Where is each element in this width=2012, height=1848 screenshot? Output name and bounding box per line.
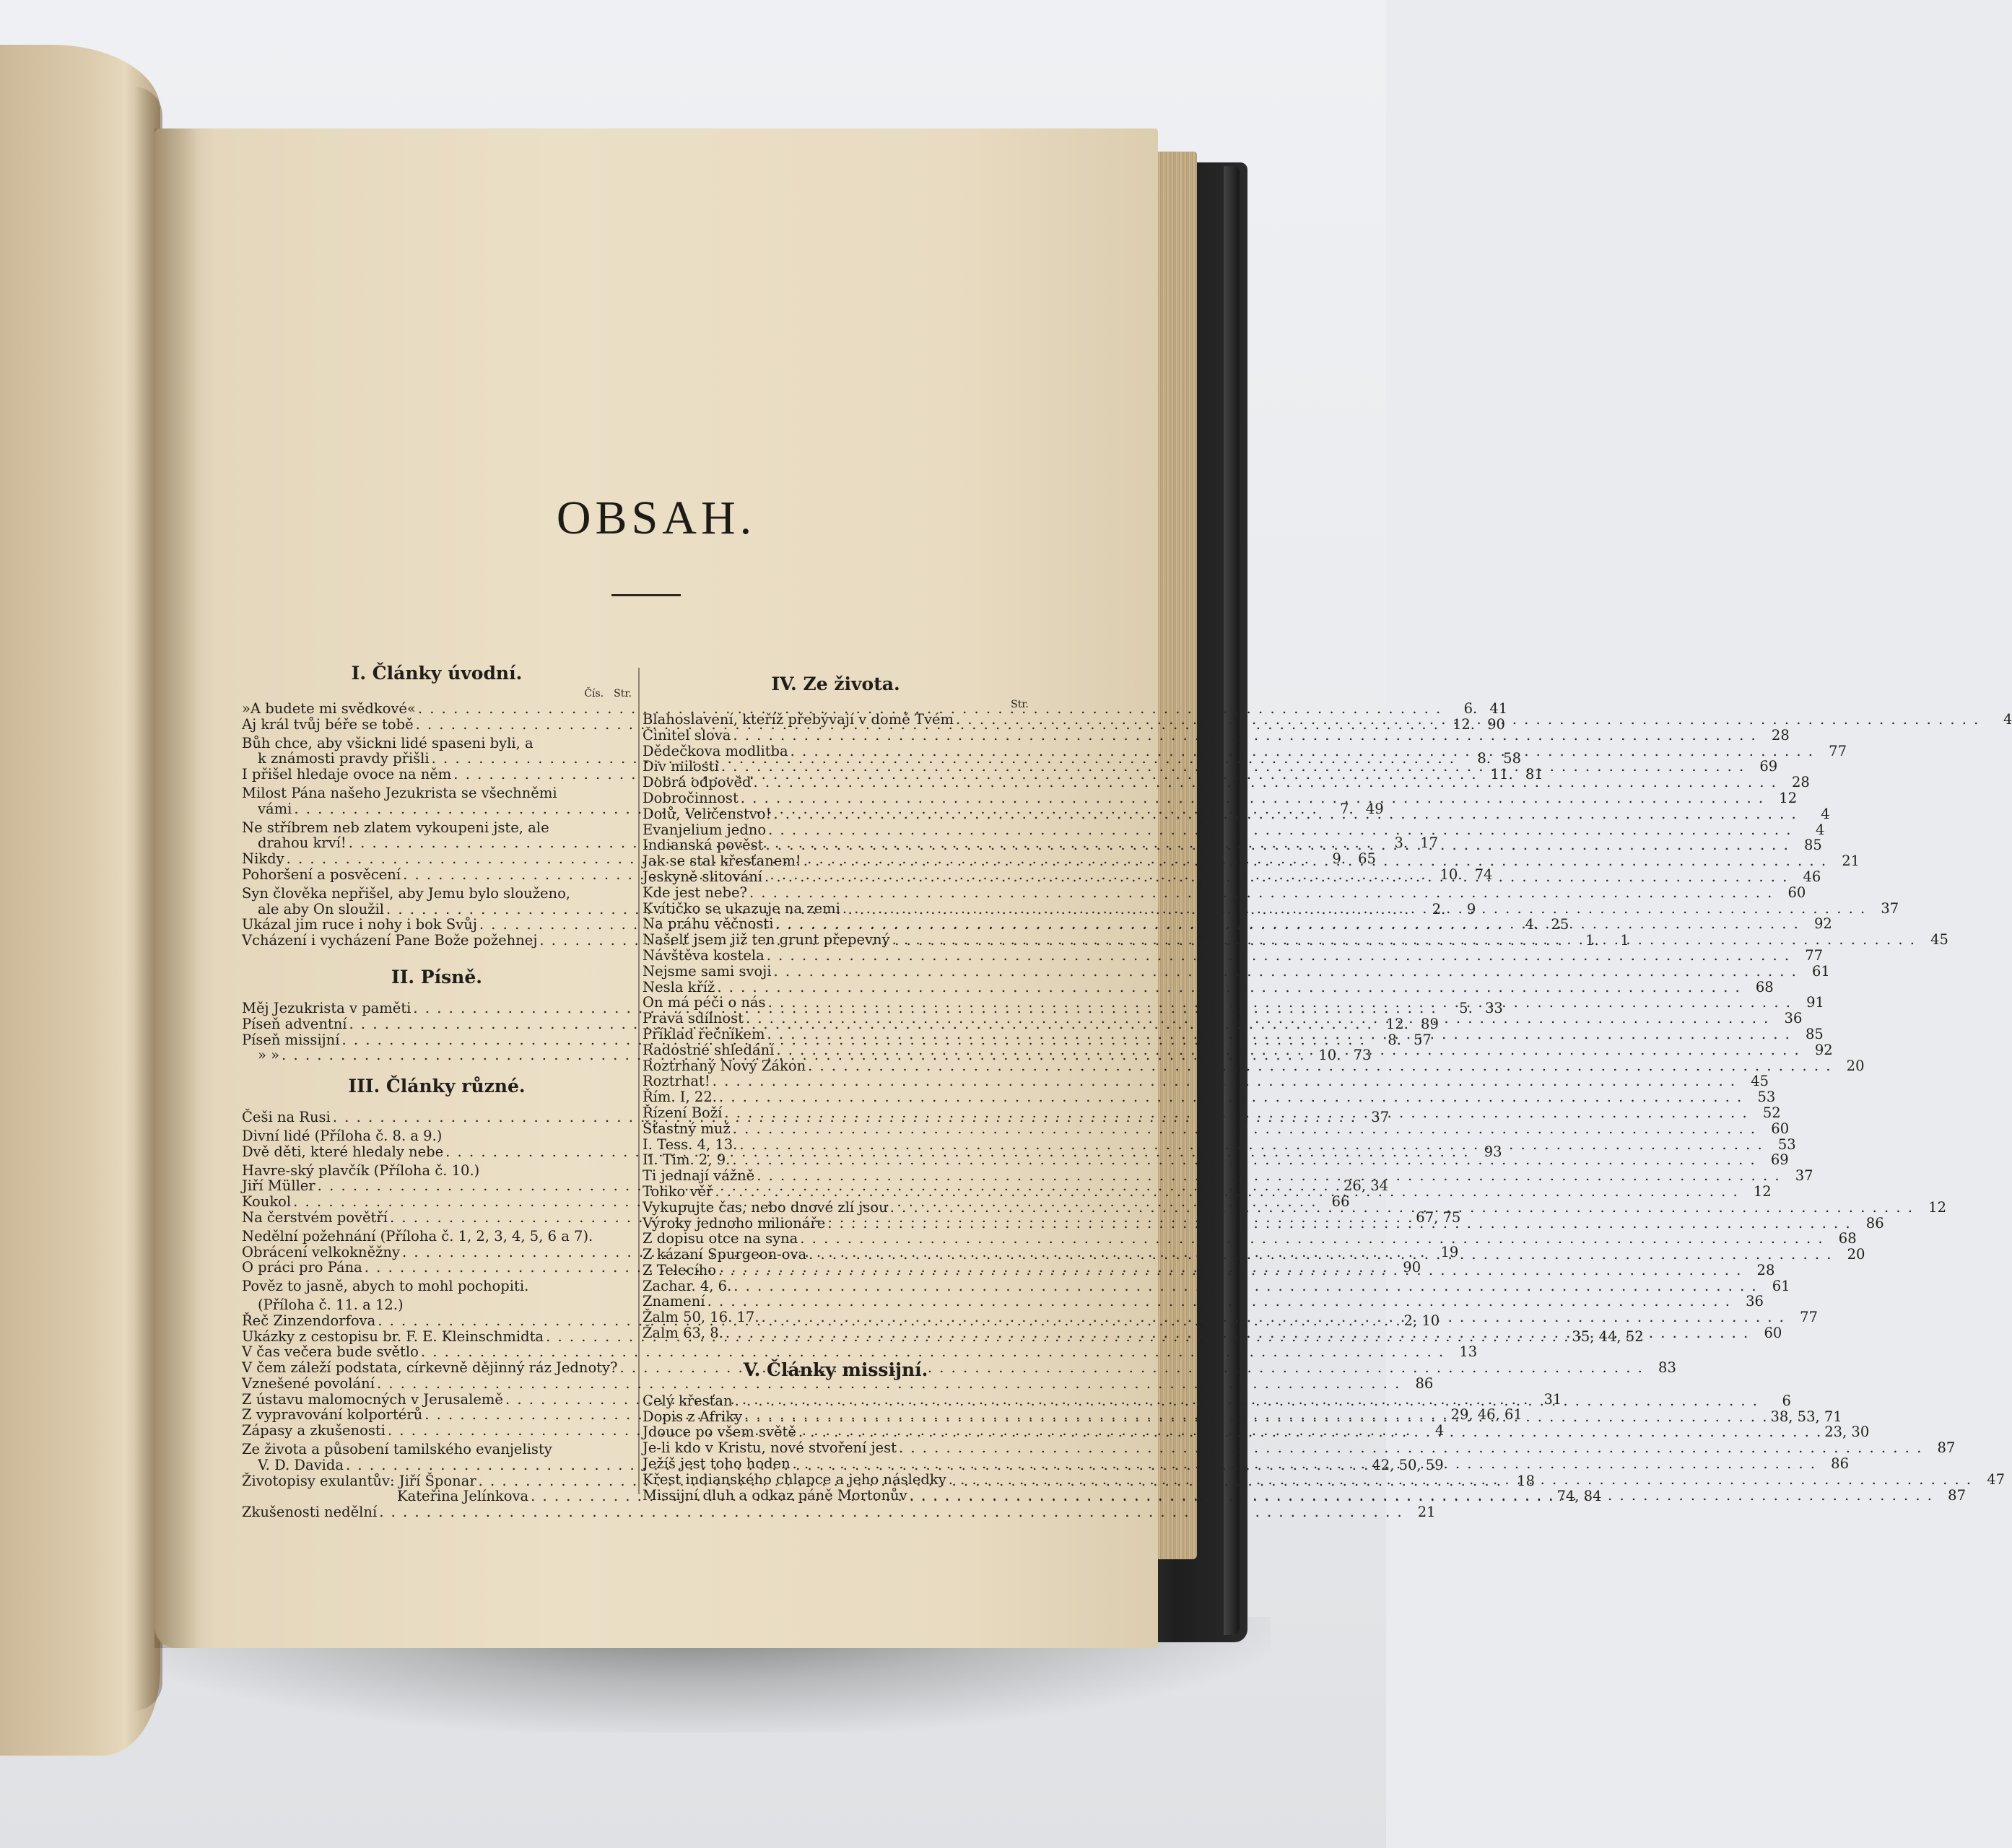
leader-dots [572, 883, 599, 898]
leader-dots [741, 790, 1764, 806]
toc-entry-page: 77 [1829, 742, 1847, 759]
toc-entry-title: Zápasy a zkušenosti [242, 1422, 386, 1439]
toc-entry-title: Řím. I, 22. [643, 1089, 717, 1106]
toc-entry-page: 4 [1816, 821, 1825, 838]
toc-entry-title: Dobročinnost [643, 789, 739, 806]
toc-entry-title: (Příloha č. 11. a 12.) [258, 1296, 404, 1313]
toc-entry-page: 74 [1474, 866, 1493, 883]
toc-entry-title: On má péči o nás [643, 994, 766, 1011]
toc-entry-page: 83 [1658, 1359, 1676, 1377]
leader-dots [809, 1243, 1832, 1262]
toc-entry-title: O práci pro Pána [242, 1259, 362, 1276]
leader-dots [531, 1276, 630, 1291]
toc-entry-page: 6 [1782, 1392, 1791, 1409]
toc-entry-page: 67, 75 [1416, 1208, 1461, 1226]
toc-entry-title: Výroky jednoho milionáře [643, 1214, 826, 1232]
toc-entry-title: Div milosti [643, 758, 719, 775]
toc-entry-title: ale aby On sloužil [258, 900, 384, 918]
leader-dots [949, 1472, 1972, 1487]
toc-entry-title: Vykupujte čas, nebo dnové zlí jsou [643, 1198, 888, 1216]
leader-dots [956, 712, 1980, 727]
toc-entry-title: Píseň adventní [242, 1015, 347, 1032]
leader-dots [744, 1406, 1768, 1424]
toc-entry-page: 60 [1771, 1120, 1790, 1137]
toc-entry [643, 946, 1824, 964]
toc-entry-title: V čem záleží podstata, církevně dějinný ráz Jednoty? [242, 1359, 618, 1377]
toc-entry-page: 90 [1487, 715, 1505, 733]
toc-entry [242, 1343, 1478, 1361]
leader-dots [768, 995, 1792, 1010]
toc-entry-title: Z ústavu malomocných v Jerusalemě [242, 1390, 503, 1408]
toc-entry [242, 1439, 632, 1457]
leader-dots [774, 964, 1798, 979]
toc-entry-title: Dědečkova modlitba [643, 742, 788, 759]
toc-entry-page: 26, 34 [1343, 1177, 1389, 1195]
toc-entry-page: 91 [1806, 994, 1824, 1011]
toc-entry [643, 726, 1790, 744]
leader-dots [776, 916, 1800, 931]
toc-entry-page: 23, 30 [1824, 1424, 1870, 1441]
leader-dots [707, 1294, 1731, 1309]
toc-entry-page: 81 [1525, 766, 1543, 783]
toc-entry-page: 35, 44, 52 [1572, 1328, 1644, 1345]
leader-dots [733, 1278, 1757, 1294]
toc-entry-page: 31 [1543, 1390, 1562, 1408]
leader-dots [890, 1200, 1914, 1215]
toc-entry-title: » » [258, 1047, 280, 1064]
leader-dots [765, 866, 1788, 884]
toc-entry-number: 1. [1585, 932, 1599, 949]
leader-dots [776, 1042, 1800, 1058]
leader-dots [595, 1226, 630, 1241]
leader-dots [808, 1058, 1832, 1073]
toc-entry-title: Indianská pověst [643, 837, 764, 854]
toc-entry-page: 28 [1756, 1261, 1775, 1278]
toc-entry-title: Životopisy exulantův: Jiří Šponar [242, 1472, 476, 1489]
toc-entry-title: Žalm 63, 8. [643, 1325, 723, 1342]
toc-entry-title: Ne stříbrem neb zlatem vykoupeni jste, ale [242, 819, 549, 836]
toc-entry-page: 89 [1421, 1015, 1439, 1032]
toc-entry-page: 86 [1415, 1374, 1434, 1392]
column-header [643, 697, 1029, 712]
toc-entry [242, 1294, 632, 1313]
toc-entry-page: 12 [1928, 1198, 1946, 1216]
leader-dots [719, 1089, 1743, 1104]
page-gutter [154, 128, 198, 1648]
toc-entry [643, 899, 1899, 917]
toc-entry-title: Našelť jsem již ten grunt přepevný [643, 931, 890, 949]
toc-entry-title: Nedělní požehnání (Příloha č. 1, 2, 3, 4, 5, 6 a 7). [242, 1227, 593, 1245]
toc-entry [643, 821, 1825, 838]
toc-entry-page: 87 [1948, 1486, 1966, 1504]
toc-entry-page: 60 [1787, 884, 1806, 901]
column-header-str: Str. [614, 688, 632, 699]
leader-dots [765, 834, 1789, 853]
leader-dots [749, 885, 1773, 900]
toc-entry-title: Nikdy [242, 850, 284, 868]
toc-entry-title: Pravá sdílnost [643, 1010, 744, 1027]
leader-dots [767, 1027, 1790, 1042]
toc-entry-number: 6. [1463, 700, 1478, 717]
toc-entry-page: 12 [1753, 1182, 1772, 1200]
column-header [242, 687, 632, 701]
toc-entry-page: 87 [1937, 1439, 1956, 1457]
toc-entry-title: Blahoslavení, kteříž přebývají v domě Tvém [643, 711, 954, 728]
leader-dots [804, 850, 1827, 868]
toc-entry [242, 733, 632, 751]
toc-entry-page: 61 [1812, 962, 1830, 980]
toc-entry [242, 1160, 632, 1179]
leader-dots [793, 1456, 1816, 1471]
toc-entry-page: 68 [1755, 978, 1774, 995]
toc-entry-title: Aj král tvůj béře se tobě [242, 715, 414, 733]
toc-entry [643, 789, 1798, 806]
toc-entry [242, 817, 632, 836]
toc-entry-title: drahou krví! [258, 834, 347, 852]
toc-entry-page: 33 [1484, 999, 1503, 1016]
toc-entry [242, 1125, 632, 1144]
leader-dots [842, 901, 1866, 916]
toc-entry-title: Kde jest nebe? [643, 884, 747, 901]
leader-dots [910, 1488, 1933, 1503]
toc-entry-title: Dolů, Veličenstvo! [643, 805, 772, 822]
toc-entry-page: 19 [1440, 1243, 1459, 1260]
toc-entry-title: Milost Pána našeho Jezukrista se všechněmi [242, 784, 557, 801]
toc-entry-number: 3. [1394, 834, 1408, 852]
toc-entry-number: 7. [1340, 800, 1354, 817]
toc-entry-title: Vcházení i vycházení Pane Bože požehnej [242, 932, 538, 949]
leader-dots [827, 1216, 1851, 1231]
toc-entry-title: Ježíš jest toho hoden [643, 1455, 791, 1473]
toc-entry-title: Je-li kdo v Kristu, nové stvoření jest [643, 1439, 897, 1457]
toc-entry-page: 92 [1814, 915, 1832, 933]
toc-entry-page: 69 [1759, 758, 1778, 775]
toc-entry-page: 53 [1757, 1089, 1776, 1106]
toc-entry [242, 1276, 632, 1294]
toc-entry [643, 1293, 1764, 1310]
toc-entry-page: 61 [1772, 1277, 1790, 1294]
toc-entry-page: 36 [1784, 1010, 1803, 1027]
toc-entry-title: I přišel hledaje ovoce na něm [242, 766, 452, 783]
section-title: II. Písně. [391, 966, 482, 988]
toc-entry [643, 1120, 1790, 1137]
leader-dots [733, 1121, 1756, 1136]
toc-entry-page: 13 [1459, 1343, 1478, 1361]
toc-entry-page: 46 [1803, 868, 1821, 885]
toc-entry-number: 10. [1318, 1047, 1341, 1064]
section-title: I. Články úvodní. [351, 663, 523, 684]
toc-entry-title: Češi na Rusi [242, 1109, 331, 1126]
toc-entry [643, 1089, 1776, 1106]
toc-entry-page: 77 [1800, 1309, 1818, 1326]
toc-entry-title: Vznešené povolání [242, 1374, 375, 1392]
toc-entry-page: 65 [1358, 850, 1376, 868]
toc-entry-page: 90 [1403, 1259, 1421, 1276]
leader-dots [733, 728, 1756, 743]
toc-entry [643, 1057, 1865, 1074]
toc-entry-page: 18 [1517, 1472, 1535, 1489]
toc-entry-title: Činitel slova [643, 726, 731, 744]
toc-entry [242, 1504, 1436, 1521]
toc-entry [643, 1277, 1790, 1294]
toc-entry-title: Missijní dluh a odkaz páně Mortonův [643, 1486, 907, 1504]
toc-entry-title: Řeč Zinzendorfova [242, 1312, 376, 1329]
toc-entry-page: 28 [1792, 774, 1810, 791]
toc-entry-title: II. Tim. 2, 9. [643, 1151, 731, 1169]
toc-entry-title: Ze života a působení tamilského evanjelisty [242, 1441, 552, 1458]
toc-entry-title: Dobrá odpověď [643, 774, 752, 791]
toc-entry-page: 25 [1551, 916, 1569, 933]
toc-entry-title: Bůh chce, aby všickni lidé spaseni byli, a [242, 734, 534, 751]
section-title: V. Články missijní. [743, 1359, 928, 1380]
toc-entry-page: 21 [1842, 853, 1860, 870]
toc-entry-page: 68 [1838, 1230, 1857, 1247]
toc-entry-title: Divní lidé (Příloha č. 8. a 9.) [242, 1127, 443, 1144]
toc-entry-title: Řízení Boží [643, 1104, 723, 1121]
title-rule [611, 594, 681, 596]
toc-entry-title: Pověz to jasně, abych to mohl pochopiti. [242, 1278, 529, 1295]
toc-entry [643, 1439, 1956, 1457]
leader-dots [773, 806, 1797, 821]
toc-entry-number: 10. [1440, 866, 1463, 883]
leader-dots [444, 1125, 630, 1141]
toc-entry-number: 12. [1385, 1015, 1408, 1032]
toc-entry-title: Žalm 50, 16. 17. [643, 1309, 759, 1326]
toc-entry-page: 69 [1770, 1151, 1789, 1169]
leader-dots [767, 948, 1790, 963]
toc-entry-page: 86 [1865, 1214, 1884, 1232]
toc-entry-page: 20 [1847, 1246, 1865, 1263]
toc-entry [242, 1374, 1434, 1392]
toc-entry-page: 17 [1420, 834, 1439, 852]
leader-dots [798, 1424, 1822, 1439]
toc-entry-title: Ukázal jim ruce i nohy i bok Svůj [242, 916, 477, 933]
toc-entry-page: 73 [1353, 1047, 1372, 1064]
toc-entry-number: 5. [1459, 999, 1473, 1016]
toc-entry [643, 884, 1806, 901]
toc-entry-title: V. D. Davida [258, 1456, 344, 1473]
toc-entry-title: Syn člověka nepřišel, aby Jemu bylo slouženo, [242, 884, 571, 902]
toc-entry-title: Koukol [242, 1193, 292, 1211]
toc-entry-page: 45 [1751, 1073, 1769, 1090]
toc-entry-title: Píseň missijní [242, 1031, 340, 1048]
toc-entry-page: 57 [1414, 1031, 1432, 1048]
toc-entry-title: Šťastný muž [643, 1120, 731, 1137]
leader-dots [559, 783, 599, 798]
leader-dots [715, 1184, 1738, 1199]
toc-entry-title: V čas večera bude světlo [242, 1343, 419, 1361]
toc-entry [242, 883, 632, 902]
toc-entry-title: Měj Jezukrista v paměti [242, 999, 411, 1016]
toc-entry-title: Z Telecího [643, 1261, 717, 1278]
toc-entry-page: 86 [1831, 1455, 1849, 1473]
toc-entry-title: Toliko věř [643, 1182, 713, 1200]
toc-entry-title: Znamení [643, 1293, 705, 1310]
toc-entry-page: 49 [1365, 800, 1384, 817]
section-title: III. Články různé. [348, 1076, 526, 1097]
column-header-cis: Čís. [584, 688, 604, 699]
leader-dots [379, 1504, 1403, 1520]
leader-dots [735, 1390, 1759, 1408]
toc-entry [643, 978, 1774, 995]
toc-entry-page: 9 [1466, 900, 1476, 918]
toc-entry-title: Příklad řečníkem [643, 1025, 765, 1042]
toc-entry-number: 11. [1490, 766, 1513, 783]
toc-entry-page: 52 [1762, 1104, 1781, 1121]
toc-entry-title: Roztrhaný Nový Zákon [643, 1057, 806, 1074]
toc-entry-number: 9. [1332, 850, 1346, 868]
toc-entry-page: 1 [1620, 932, 1629, 949]
toc-entry [242, 783, 632, 801]
toc-entry-page: 21 [1417, 1504, 1436, 1521]
leader-dots [552, 817, 599, 832]
toc-entry-page: 4 [2003, 711, 2012, 728]
toc-entry-title: vámi [258, 800, 292, 817]
toc-entry-page: 28 [1771, 726, 1790, 744]
leader-dots [754, 775, 1777, 790]
toc-entry [643, 931, 1948, 949]
toc-entry-title: Roztrhat! [643, 1073, 710, 1090]
toc-entry-number: 12. [1452, 715, 1475, 733]
leader-dots [717, 980, 1741, 995]
toc-entry-page: 93 [1484, 1143, 1502, 1160]
leader-dots [732, 1152, 1756, 1167]
toc-entry-title: Z dopisu otce na syna [643, 1230, 798, 1247]
toc-entry-page: 42, 50, 59 [1372, 1456, 1444, 1473]
leader-dots [482, 1160, 630, 1175]
toc-entry-page: 4 [1434, 1422, 1445, 1439]
toc-entry [643, 1424, 1870, 1441]
toc-entry-title: Obrácení velkokněžny [242, 1243, 400, 1260]
toc-entry-title: Zachar. 4, 6. [643, 1277, 732, 1294]
toc-entry-page: 20 [1846, 1057, 1865, 1074]
page-title: OBSAH. [556, 492, 757, 544]
leader-dots [713, 1073, 1736, 1089]
toc-entry-title: Jak se stal křesťanem! [643, 853, 801, 870]
leader-dots [800, 1231, 1824, 1246]
toc-entry-page: 47 [1987, 1470, 2006, 1488]
toc-entry [242, 1226, 632, 1245]
toc-entry-page: 2, 10 [1403, 1312, 1440, 1329]
toc-entry [643, 1230, 1857, 1247]
toc-entry-title: Havre-ský plavčík (Příloha č. 10.) [242, 1161, 480, 1179]
toc-entry-title: Zkušenosti nedělní [242, 1504, 378, 1521]
toc-entry-page: 37 [1795, 1167, 1813, 1185]
toc-entry-title: Jiří Müller [242, 1177, 315, 1195]
toc-entry [643, 1167, 1813, 1185]
toc-entry-page: 41 [1489, 700, 1508, 717]
leader-dots [791, 744, 1814, 759]
toc-entry-page: 92 [1814, 1041, 1833, 1058]
toc-entry-title: Kateřina Jelínkova [397, 1488, 529, 1505]
toc-entry-title: Křest indianského chlapce a jeho následky [643, 1470, 946, 1488]
leader-dots [739, 1137, 1763, 1152]
toc-entry-number: 8. [1477, 750, 1491, 767]
toc-entry-title: Z vypravování kolportérů [242, 1406, 423, 1424]
toc-entry-page: 85 [1805, 1025, 1824, 1042]
toc-entry-title: Jeskyně slitování [643, 868, 762, 885]
toc-entry-page: 38, 53, 71 [1770, 1408, 1842, 1425]
toc-entry-title: Nesla kříž [643, 978, 715, 995]
toc-entry-page: 85 [1803, 837, 1822, 854]
toc-entry-page: 58 [1503, 750, 1521, 767]
toc-entry-title: Z kázaní Spurgeon-ova [643, 1246, 807, 1263]
leader-dots [724, 1105, 1748, 1120]
toc-entry-title: Dvě děti, které hledaly nebe [242, 1143, 444, 1160]
leader-dots [892, 932, 1916, 947]
toc-entry-title: Návštěva kostela [643, 946, 765, 964]
toc-entry-title: »A budete mi svědkové« [242, 700, 416, 717]
toc-entry-page: 74, 84 [1556, 1488, 1602, 1505]
leader-dots [721, 759, 1745, 774]
toc-entry-title: Kvítičko se ukazuje na zemi [643, 899, 840, 917]
toc-entry-page: 53 [1777, 1136, 1796, 1153]
column-header-str: Str. [1011, 699, 1029, 710]
toc-entry-page: 36 [1746, 1293, 1764, 1310]
toc-entry-title: Dopis z Afriky [643, 1408, 743, 1425]
toc-entry-page: 60 [1764, 1325, 1782, 1342]
leader-dots [536, 733, 599, 748]
leader-dots [899, 1440, 1922, 1455]
toc-entry-title: Na práhu věčnosti [643, 915, 774, 933]
leader-dots [768, 822, 1792, 837]
toc-entry-number: 4. [1525, 916, 1539, 933]
toc-entry-title: Ukázky z cestopisu br. F. E. Kleinschmidta [242, 1328, 544, 1345]
leader-dots [757, 1168, 1780, 1183]
leader-dots [718, 1263, 1742, 1278]
leader-dots [746, 1011, 1769, 1026]
toc-entry [643, 962, 1830, 980]
leader-dots [406, 1294, 630, 1309]
leader-dots [554, 1439, 630, 1454]
toc-entry-title: Jdouce po všem světě [643, 1424, 796, 1441]
toc-entry-page: 12 [1779, 789, 1798, 806]
section-title: IV. Ze života. [771, 674, 900, 694]
toc-entry-page: 37 [1371, 1109, 1390, 1126]
toc-entry-page: 37 [1881, 899, 1899, 917]
toc-entry-page: 66 [1331, 1193, 1350, 1211]
toc-entry-page: 29, 46, 61 [1450, 1406, 1523, 1424]
toc-entry-title: Celý křesťan [643, 1392, 733, 1409]
toc-entry-title: Radostné shledání [643, 1041, 775, 1058]
toc-entry [643, 1073, 1769, 1090]
toc-entry-title: I. Tess. 4, 13. [643, 1136, 738, 1153]
toc-entry-title: Pohoršení a posvěcení [242, 866, 401, 883]
toc-entry-title: k známosti pravdy přišli [258, 750, 430, 767]
toc-entry-title: Na čerstvém povětří [242, 1208, 388, 1226]
toc-entry-title: Evanjelium jedno [643, 821, 767, 838]
toc-entry-number: 2. [1432, 900, 1446, 918]
leader-dots [726, 1325, 1749, 1341]
leader-dots [762, 1309, 1785, 1325]
toc-entry-number: 8. [1388, 1031, 1401, 1048]
toc-entry-page: 77 [1805, 946, 1824, 964]
toc-entry-title: Ti jednají vážně [643, 1167, 755, 1185]
toc-entry-page: 4 [1821, 805, 1830, 822]
toc-entry-title: Nejsme sami svoji [643, 962, 772, 980]
toc-entry-page: 45 [1930, 931, 1948, 949]
